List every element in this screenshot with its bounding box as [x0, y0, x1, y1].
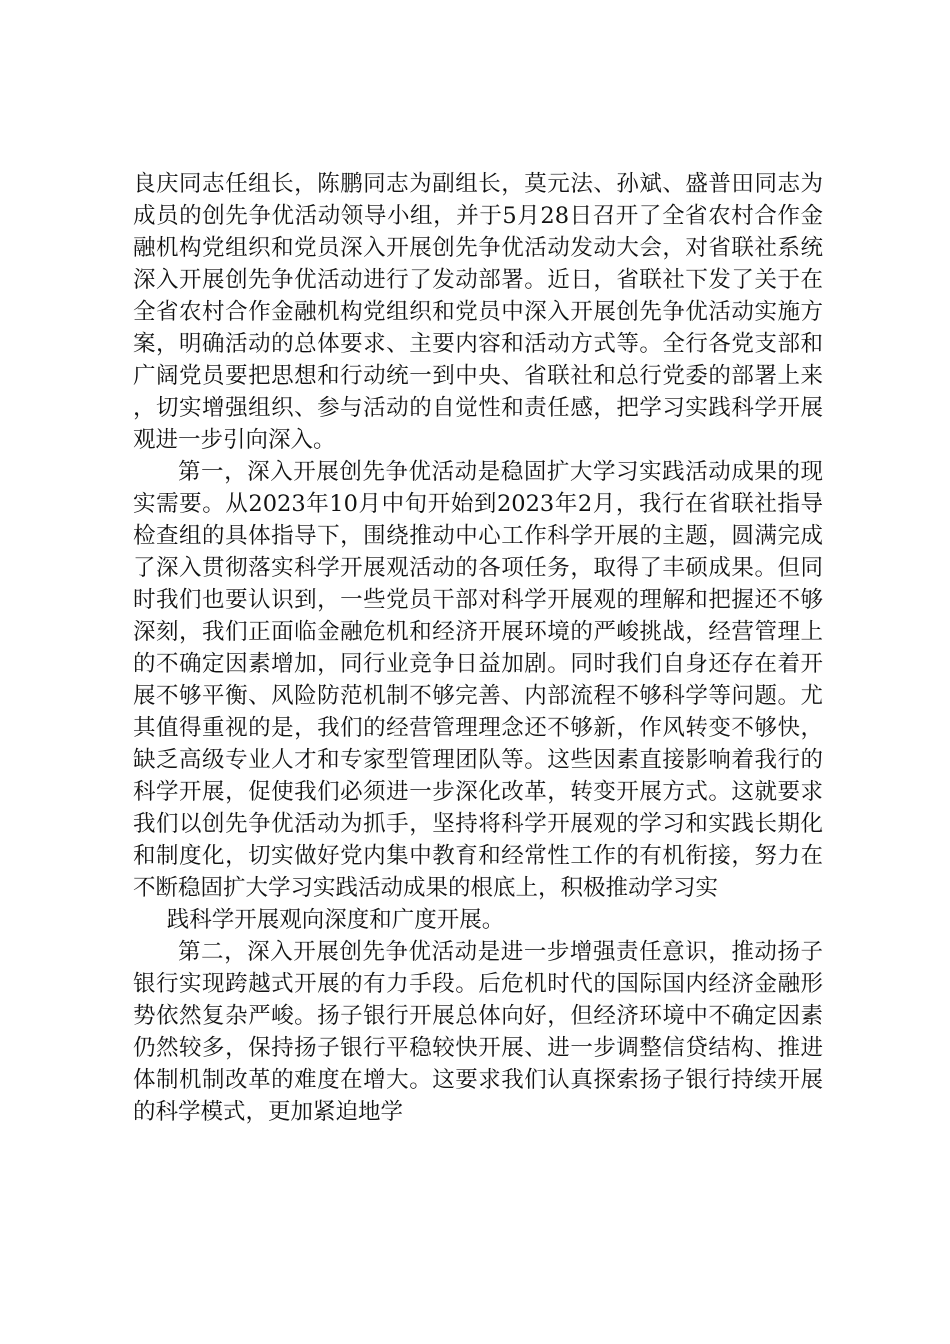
paragraph-second-point: 第二，深入开展创先争优活动是进一步增强责任意识，推动扬子银行实现跨越式开展的有力手段。后危机时代的国际国内经济金融形势依然复杂严峻。扬子银行开展总体向好，但经济环境中不确定因素仍然较多，保持扬子银行平稳较快开展、进一步调整信贷结构、推进体制机制改革的难度在增大。这要求我们认真探索扬子银行持续开展的科学模式，更加紧迫地学: [133, 939, 823, 1125]
paragraph-first-point: 第一，深入开展创先争优活动是稳固扩大学习实践活动成果的现实需要。从2023年10月中旬开始到2023年2月，我行在省联社指导检查组的具体指导下，围绕推动中心工作科学开展的主题，圆满完成了深入贯彻落实科学开展观活动的各项任务，取得了丰硕成果。但同时我们也要认识到，一些党员干部对科学开展观的理解和把握还不够深刻，我们正面临金融危机和经济开展环境的严峻挑战，经营管理上的不确定因素增加，同行业竞争日益加剧。同时我们自身还存在着开展不够平衡、风险防范机制不够完善、内部流程不够科学等问题。尤其值得重视的是，我们的经营管理理念还不够新，作风转变不够快，缺乏高级专业人才和专家型管理团队等。这些因素直接影响着我行的科学开展，促使我们必须进一步深化改革，转变开展方式。这就要求我们以创先争优活动为抓手，坚持将科学开展观的学习和实践长期化和制度化，切实做好党内集中教育和经常性工作的有机衔接，努力在不断稳固扩大学习实践活动成果的根底上，积极推动学习实: [133, 459, 823, 901]
paragraph-leadership-group: 良庆同志任组长，陈鹏同志为副组长，莫元法、孙斌、盛普田同志为成员的创先争优活动领导小组，并于5月28日召开了全省农村合作金融机构党组织和党员深入开展创先争优活动发动大会，对省联社系统深入开展创先争优活动进行了发动部署。近日，省联社下发了关于在全省农村合作金融机构党组织和党员中深入开展创先争优活动实施方案，明确活动的总体要求、主要内容和活动方式等。全行各党支部和广阔党员要把思想和行动统一到中央、省联社和总行党委的部署上来，切实增强组织、参与活动的自觉性和责任感，把学习实践科学开展观进一步引向深入。: [133, 171, 823, 453]
paragraph-first-point-continuation: 践科学开展观向深度和广度开展。: [166, 907, 505, 933]
document-body: [133, 168, 823, 1128]
